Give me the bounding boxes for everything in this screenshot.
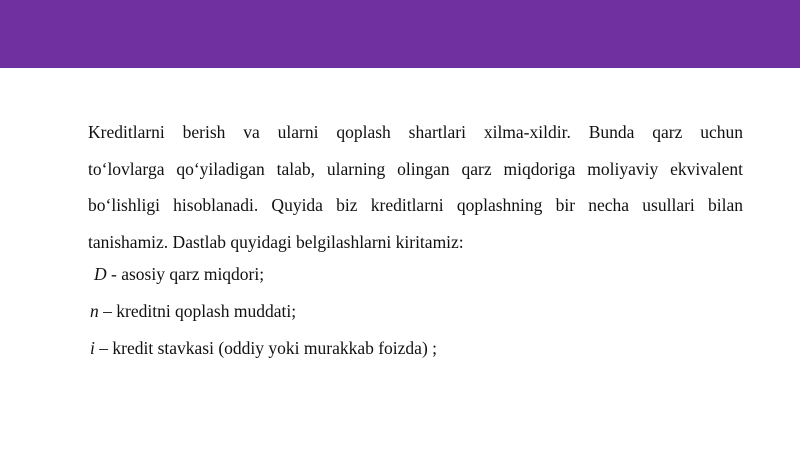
- definition-text: kreditni qoplash muddati;: [116, 301, 297, 321]
- definition-item-principal: [90, 256, 437, 293]
- definition-symbol: i: [90, 338, 95, 358]
- definition-item-rate: [90, 330, 437, 367]
- paragraph-line-1: Kreditlarni berish va ularni qoplash shartlari xilma-xildir. Bunda qarz uchun: [88, 122, 743, 142]
- slide-header-bar: [0, 0, 800, 68]
- definition-text: asosiy qarz miqdori;: [121, 264, 265, 284]
- paragraph-line-4: tanishamiz. Dastlab quyidagi belgilashlarni kiritamiz:: [88, 231, 464, 252]
- slide-body: [0, 68, 800, 450]
- definition-separator: –: [94, 338, 113, 358]
- definition-symbol: n: [90, 301, 99, 321]
- definition-separator: –: [98, 301, 117, 321]
- intro-paragraph: [88, 114, 743, 260]
- definition-separator: -: [106, 264, 122, 284]
- paragraph-line-3: bo‘lishligi hisoblanadi. Quyida biz kreditlarni qoplashning bir necha usullari bilan: [88, 195, 743, 215]
- paragraph-line-2: to‘lovlarga qo‘yiladigan talab, ularning olingan qarz miqdoriga moliyaviy ekvivalent: [88, 158, 743, 179]
- definition-text: kredit stavkasi (oddiy yoki murakkab foizda) ;: [112, 338, 438, 358]
- definition-item-term: [90, 293, 437, 330]
- definition-symbol: D: [94, 264, 107, 284]
- definition-list: [90, 256, 437, 367]
